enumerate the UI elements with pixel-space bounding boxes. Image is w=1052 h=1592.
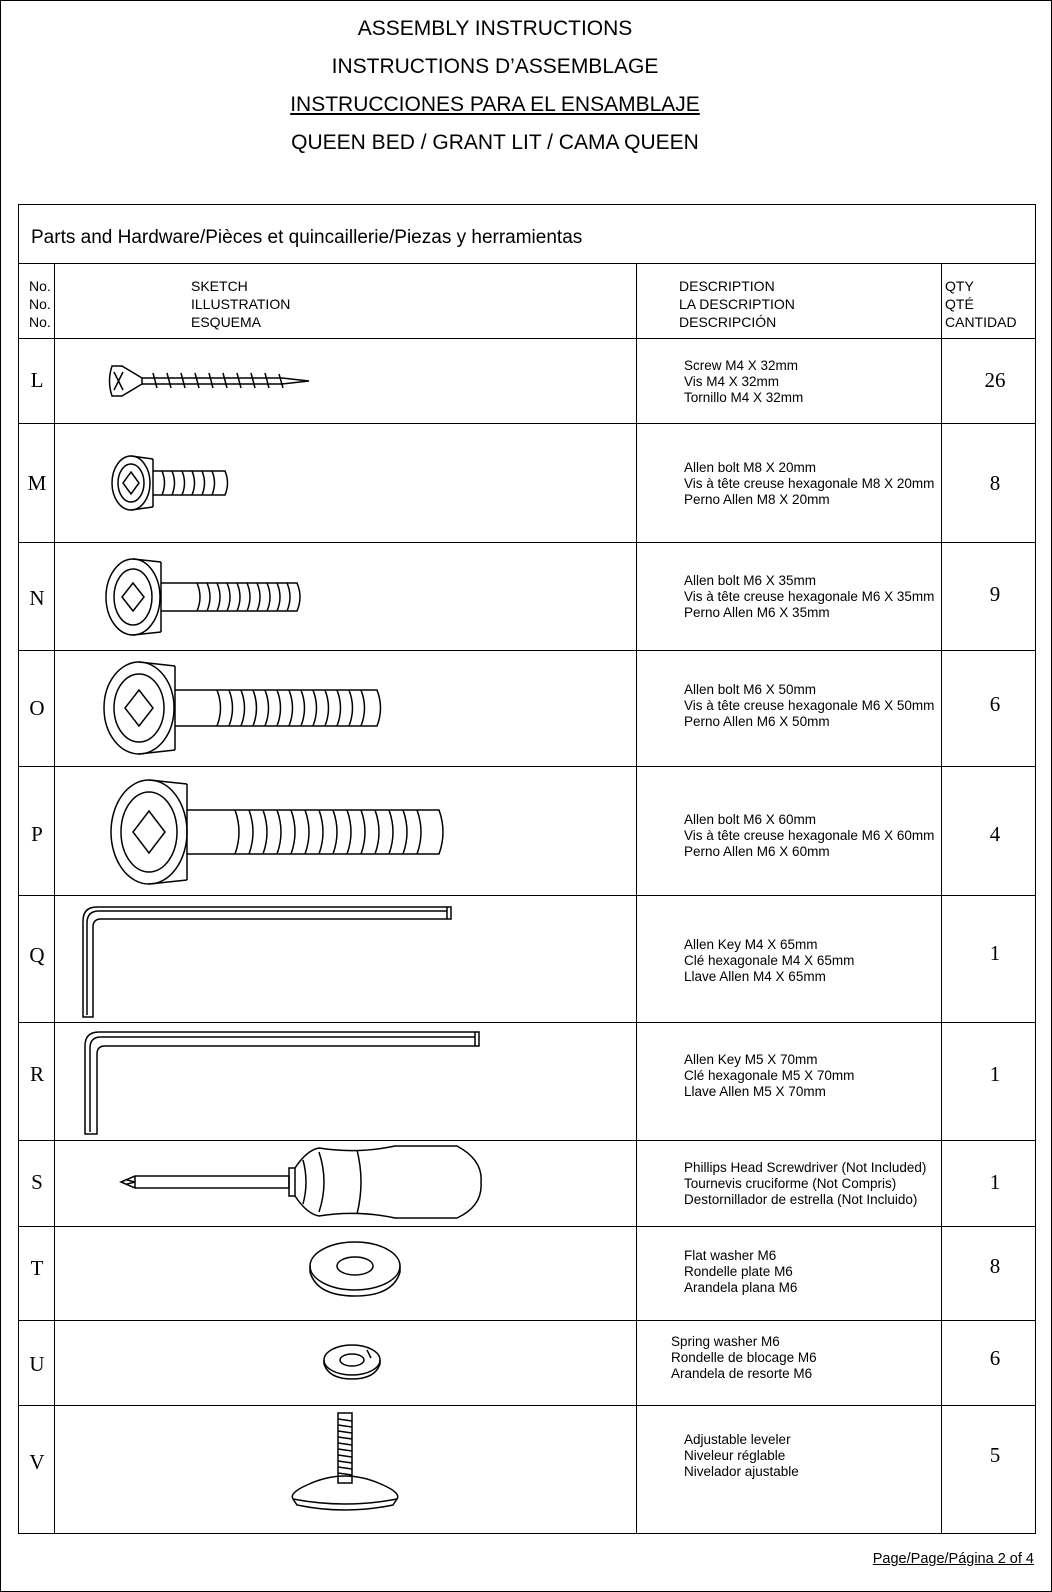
part-code: M [27, 471, 47, 495]
part-quantity: 8 [989, 1254, 1001, 1278]
title-block [0, 14, 990, 166]
part-description: Phillips Head Screwdriver (Not Included) Tournevis cruciforme (Not Compris) Destornillador de estrella (Not Incluido) [684, 1160, 927, 1207]
part-description: Flat washer M6 Rondelle plate M6 Arandela plana M6 [684, 1248, 798, 1295]
part-row-u [19, 1320, 1035, 1405]
divider [19, 263, 1035, 264]
part-row-v [19, 1405, 1035, 1533]
part-row-n [19, 542, 1035, 650]
part-description: Allen bolt M6 X 60mm Vis à tête creuse hexagonale M6 X 60mm Perno Allen M6 X 60mm [684, 812, 935, 859]
part-description: Screw M4 X 32mm Vis M4 X 32mm Tornillo M4 X 32mm [684, 358, 804, 405]
part-code: U [29, 1352, 45, 1376]
part-row-p [19, 766, 1035, 895]
page-number: Page/Page/Página 2 of 4 [872, 1551, 1034, 1567]
parts-table [18, 204, 1036, 1534]
header-description: DESCRIPTION LA DESCRIPTION DESCRIPCIÓN [679, 278, 795, 330]
header-no: No. No. No. [29, 278, 51, 330]
title-english: ASSEMBLY INSTRUCTIONS [357, 17, 633, 40]
part-quantity: 1 [989, 1062, 1001, 1086]
part-description: Adjustable leveler Niveleur réglable Nivelador ajustable [684, 1432, 799, 1479]
header-qty: QTY QTÉ CANTIDAD [945, 278, 1017, 330]
part-row-r [19, 1022, 1035, 1140]
part-code: P [31, 822, 43, 846]
part-row-q [19, 895, 1035, 1022]
part-row-o [19, 650, 1035, 766]
title-french: INSTRUCTIONS D’ASSEMBLAGE [331, 55, 659, 78]
part-quantity: 6 [989, 1346, 1001, 1370]
part-quantity: 6 [989, 692, 1001, 716]
part-quantity: 5 [989, 1443, 1001, 1467]
part-description: Spring washer M6 Rondelle de blocage M6 Arandela de resorte M6 [671, 1334, 817, 1381]
part-quantity: 4 [989, 822, 1001, 846]
part-code: R [29, 1062, 44, 1086]
part-description: Allen Key M5 X 70mm Clé hexagonale M5 X 70mm Llave Allen M5 X 70mm [684, 1052, 855, 1099]
part-description: Allen bolt M6 X 50mm Vis à tête creuse hexagonale M6 X 50mm Perno Allen M6 X 50mm [684, 682, 935, 729]
part-quantity: 26 [984, 368, 1006, 392]
part-description: Allen Key M4 X 65mm Clé hexagonale M4 X 65mm Llave Allen M4 X 65mm [684, 937, 855, 984]
part-row-m [19, 423, 1035, 542]
title-spanish: INSTRUCCIONES PARA EL ENSAMBLAJE [290, 93, 700, 116]
part-quantity: 1 [989, 941, 1001, 965]
part-code: S [31, 1170, 43, 1194]
part-code: O [29, 696, 45, 720]
part-row-t [19, 1226, 1035, 1320]
part-code: L [30, 368, 44, 392]
part-description: Allen bolt M8 X 20mm Vis à tête creuse hexagonale M8 X 20mm Perno Allen M8 X 20mm [684, 460, 935, 507]
product-name: QUEEN BED / GRANT LIT / CAMA QUEEN [291, 131, 699, 154]
part-code: N [29, 586, 45, 610]
part-code: T [30, 1256, 44, 1280]
part-quantity: 9 [989, 582, 1001, 606]
part-code: V [29, 1450, 45, 1474]
part-quantity: 1 [989, 1170, 1001, 1194]
part-description: Allen bolt M6 X 35mm Vis à tête creuse hexagonale M6 X 35mm Perno Allen M6 X 35mm [684, 573, 935, 620]
part-row-l [19, 338, 1035, 423]
section-title: Parts and Hardware/Pièces et quincaillerie/Piezas y herramientas [31, 227, 583, 248]
part-code: Q [29, 943, 45, 967]
part-row-s [19, 1140, 1035, 1226]
part-quantity: 8 [989, 471, 1001, 495]
header-sketch: SKETCH ILLUSTRATION ESQUEMA [191, 278, 291, 330]
